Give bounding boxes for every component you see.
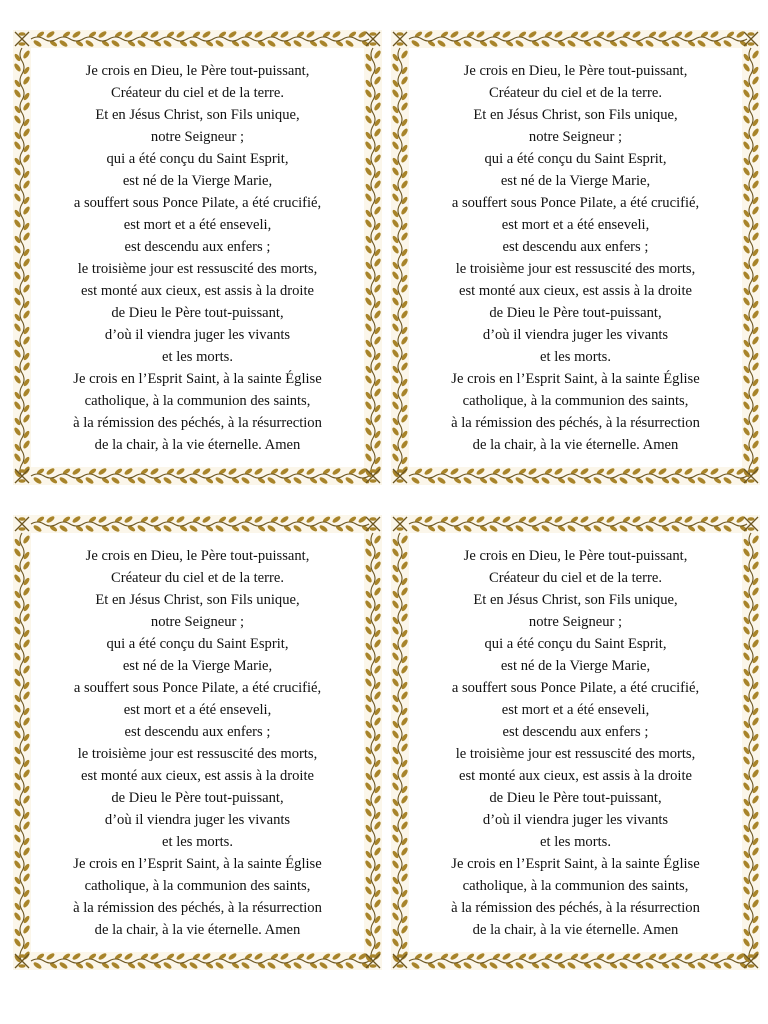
prayer-line: Je crois en Dieu, le Père tout-puissant,: [463, 63, 688, 79]
prayer-line: notre Seigneur ;: [528, 614, 623, 630]
prayer-line: d’où il viendra juger les vivants: [482, 327, 669, 343]
prayer-line: et les morts.: [540, 834, 611, 850]
prayer-line: a souffert sous Ponce Pilate, a été crucifié,: [73, 680, 322, 696]
prayer-line: est descendu aux enfers ;: [502, 724, 649, 740]
prayer-line: catholique, à la communion des saints,: [462, 393, 689, 409]
prayer-line: Et en Jésus Christ, son Fils unique,: [95, 592, 300, 608]
prayer-line: à la rémission des péchés, à la résurrection: [451, 900, 700, 916]
prayer-text: [41, 60, 354, 455]
prayer-line: de la chair, à la vie éternelle. Amen: [94, 437, 301, 453]
prayer-line: est né de la Vierge Marie,: [122, 173, 273, 189]
prayer-card-1: [13, 30, 382, 485]
prayer-line: d’où il viendra juger les vivants: [104, 812, 291, 828]
prayer-line: à la rémission des péchés, à la résurrection: [73, 900, 322, 916]
prayer-line: Je crois en Dieu, le Père tout-puissant,: [85, 548, 310, 564]
prayer-text: [419, 60, 732, 455]
prayer-line: est mort et a été enseveli,: [501, 702, 650, 718]
prayer-line: Je crois en l’Esprit Saint, à la sainte Église: [451, 856, 700, 872]
prayer-line: catholique, à la communion des saints,: [462, 878, 689, 894]
prayer-line: Créateur du ciel et de la terre.: [110, 570, 284, 586]
prayer-line: de la chair, à la vie éternelle. Amen: [94, 922, 301, 938]
prayer-line: a souffert sous Ponce Pilate, a été crucifié,: [451, 680, 700, 696]
prayer-line: Créateur du ciel et de la terre.: [110, 85, 284, 101]
prayer-line: est né de la Vierge Marie,: [122, 658, 273, 674]
prayer-line: Créateur du ciel et de la terre.: [488, 570, 662, 586]
prayer-line: est monté aux cieux, est assis à la droite: [458, 283, 693, 299]
prayer-line: Je crois en l’Esprit Saint, à la sainte Église: [73, 856, 322, 872]
prayer-line: de la chair, à la vie éternelle. Amen: [472, 437, 679, 453]
prayer-line: de la chair, à la vie éternelle. Amen: [472, 922, 679, 938]
prayer-line: est mort et a été enseveli,: [123, 702, 272, 718]
prayer-line: est monté aux cieux, est assis à la droite: [458, 768, 693, 784]
prayer-text: [419, 545, 732, 940]
prayer-line: est né de la Vierge Marie,: [500, 173, 651, 189]
prayer-card-3: [13, 515, 382, 970]
prayer-line: le troisième jour est ressuscité des morts,: [455, 746, 696, 762]
prayer-line: d’où il viendra juger les vivants: [482, 812, 669, 828]
prayer-line: qui a été conçu du Saint Esprit,: [106, 151, 289, 167]
prayer-line: a souffert sous Ponce Pilate, a été crucifié,: [451, 195, 700, 211]
prayer-line: de Dieu le Père tout-puissant,: [489, 305, 662, 321]
prayer-line: Je crois en Dieu, le Père tout-puissant,: [85, 63, 310, 79]
prayer-line: à la rémission des péchés, à la résurrection: [73, 415, 322, 431]
prayer-line: qui a été conçu du Saint Esprit,: [106, 636, 289, 652]
prayer-line: Je crois en l’Esprit Saint, à la sainte Église: [451, 371, 700, 387]
prayer-card-2: [391, 30, 760, 485]
prayer-line: le troisième jour est ressuscité des morts,: [455, 261, 696, 277]
prayer-line: notre Seigneur ;: [150, 129, 245, 145]
prayer-line: Je crois en Dieu, le Père tout-puissant,: [463, 548, 688, 564]
prayer-line: Et en Jésus Christ, son Fils unique,: [473, 107, 678, 123]
prayer-line: et les morts.: [540, 349, 611, 365]
prayer-line: et les morts.: [162, 834, 233, 850]
prayer-line: à la rémission des péchés, à la résurrection: [451, 415, 700, 431]
prayer-line: de Dieu le Père tout-puissant,: [111, 790, 284, 806]
prayer-card-4: [391, 515, 760, 970]
prayer-line: Et en Jésus Christ, son Fils unique,: [473, 592, 678, 608]
prayer-line: et les morts.: [162, 349, 233, 365]
prayer-line: de Dieu le Père tout-puissant,: [489, 790, 662, 806]
prayer-line: d’où il viendra juger les vivants: [104, 327, 291, 343]
prayer-line: le troisième jour est ressuscité des morts,: [77, 261, 318, 277]
prayer-text: [41, 545, 354, 940]
prayer-line: de Dieu le Père tout-puissant,: [111, 305, 284, 321]
prayer-line: Je crois en l’Esprit Saint, à la sainte Église: [73, 371, 322, 387]
prayer-line: Et en Jésus Christ, son Fils unique,: [95, 107, 300, 123]
prayer-line: qui a été conçu du Saint Esprit,: [484, 151, 667, 167]
prayer-line: le troisième jour est ressuscité des morts,: [77, 746, 318, 762]
prayer-line: notre Seigneur ;: [528, 129, 623, 145]
prayer-line: est monté aux cieux, est assis à la droite: [80, 283, 315, 299]
prayer-line: est mort et a été enseveli,: [123, 217, 272, 233]
prayer-line: est né de la Vierge Marie,: [500, 658, 651, 674]
prayer-line: qui a été conçu du Saint Esprit,: [484, 636, 667, 652]
prayer-line: catholique, à la communion des saints,: [84, 393, 311, 409]
prayer-line: notre Seigneur ;: [150, 614, 245, 630]
prayer-line: Créateur du ciel et de la terre.: [488, 85, 662, 101]
prayer-line: est mort et a été enseveli,: [501, 217, 650, 233]
prayer-line: est descendu aux enfers ;: [124, 239, 271, 255]
prayer-line: est monté aux cieux, est assis à la droite: [80, 768, 315, 784]
prayer-line: catholique, à la communion des saints,: [84, 878, 311, 894]
prayer-line: est descendu aux enfers ;: [502, 239, 649, 255]
prayer-line: a souffert sous Ponce Pilate, a été crucifié,: [73, 195, 322, 211]
prayer-line: est descendu aux enfers ;: [124, 724, 271, 740]
